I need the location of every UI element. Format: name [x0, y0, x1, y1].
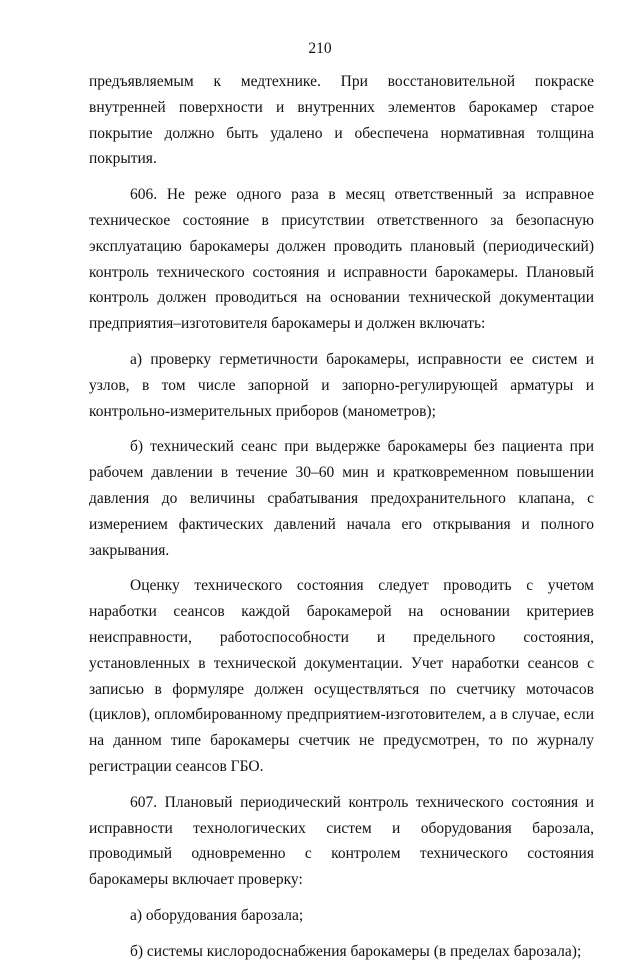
list-item-607-a: а) оборудования барозала; — [130, 906, 304, 924]
list-item-606-b: б) технический сеанс при выдержке барокамеры без пациента при рабочем давлении в течение 30–60 мин и кратковременном повышении давления до величины срабатывания предохранительного клапана, с измерением фактических давлений начала его открывания и полного закрывания. — [89, 438, 594, 559]
page-number: 210 — [308, 40, 332, 57]
paragraph-607: 607. Плановый периодический контроль технического состояния и исправности технологических систем и оборудования барозала, проводимый одновременно с контролем технического состояния барокамеры включает проверку: — [89, 793, 594, 889]
paragraph-continuation: предъявляемым к медтехнике. При восстановительной покраске внутренней поверхности и внутренних элементов барокамер старое покрытие должно быть удалено и обеспечена нормативная толщина покрытия. — [89, 73, 594, 168]
paragraph-technical-evaluation: Оценку технического состояния следует проводить с учетом наработки сеансов каждой барокамерой на основании критериев неисправности, работоспособности и предельного состояния, установленных в технической документации. Учет наработки сеансов с записью в формуляре должен осуществляться по счетчику моточасов (циклов), опломбированному предприятием-изготовителем, а в случае, если на данном типе барокамеры счетчик не предусмотрен, то по журналу регистрации сеансов ГБО. — [89, 577, 594, 775]
list-item-606-a: а) проверку герметичности барокамеры, исправности ее систем и узлов, в том числе запорной и запорно-регулирующей арматуры и контрольно-измерительных приборов (манометров); — [89, 350, 594, 420]
paragraph-606: 606. Не реже одного раза в месяц ответственный за исправное техническое состояние в присутствии ответственного за безопасную эксплуатацию барокамеры должен проводить плановый (периодический) контроль технического состояния и исправности барокамеры. Плановый контроль должен проводиться на основании технической документации предприятия–изготовителя барокамеры и должен включать: — [89, 186, 594, 333]
document-body — [89, 69, 594, 965]
list-item-607-b: б) системы кислородоснабжения барокамеры (в пределах барозала); — [130, 942, 582, 960]
